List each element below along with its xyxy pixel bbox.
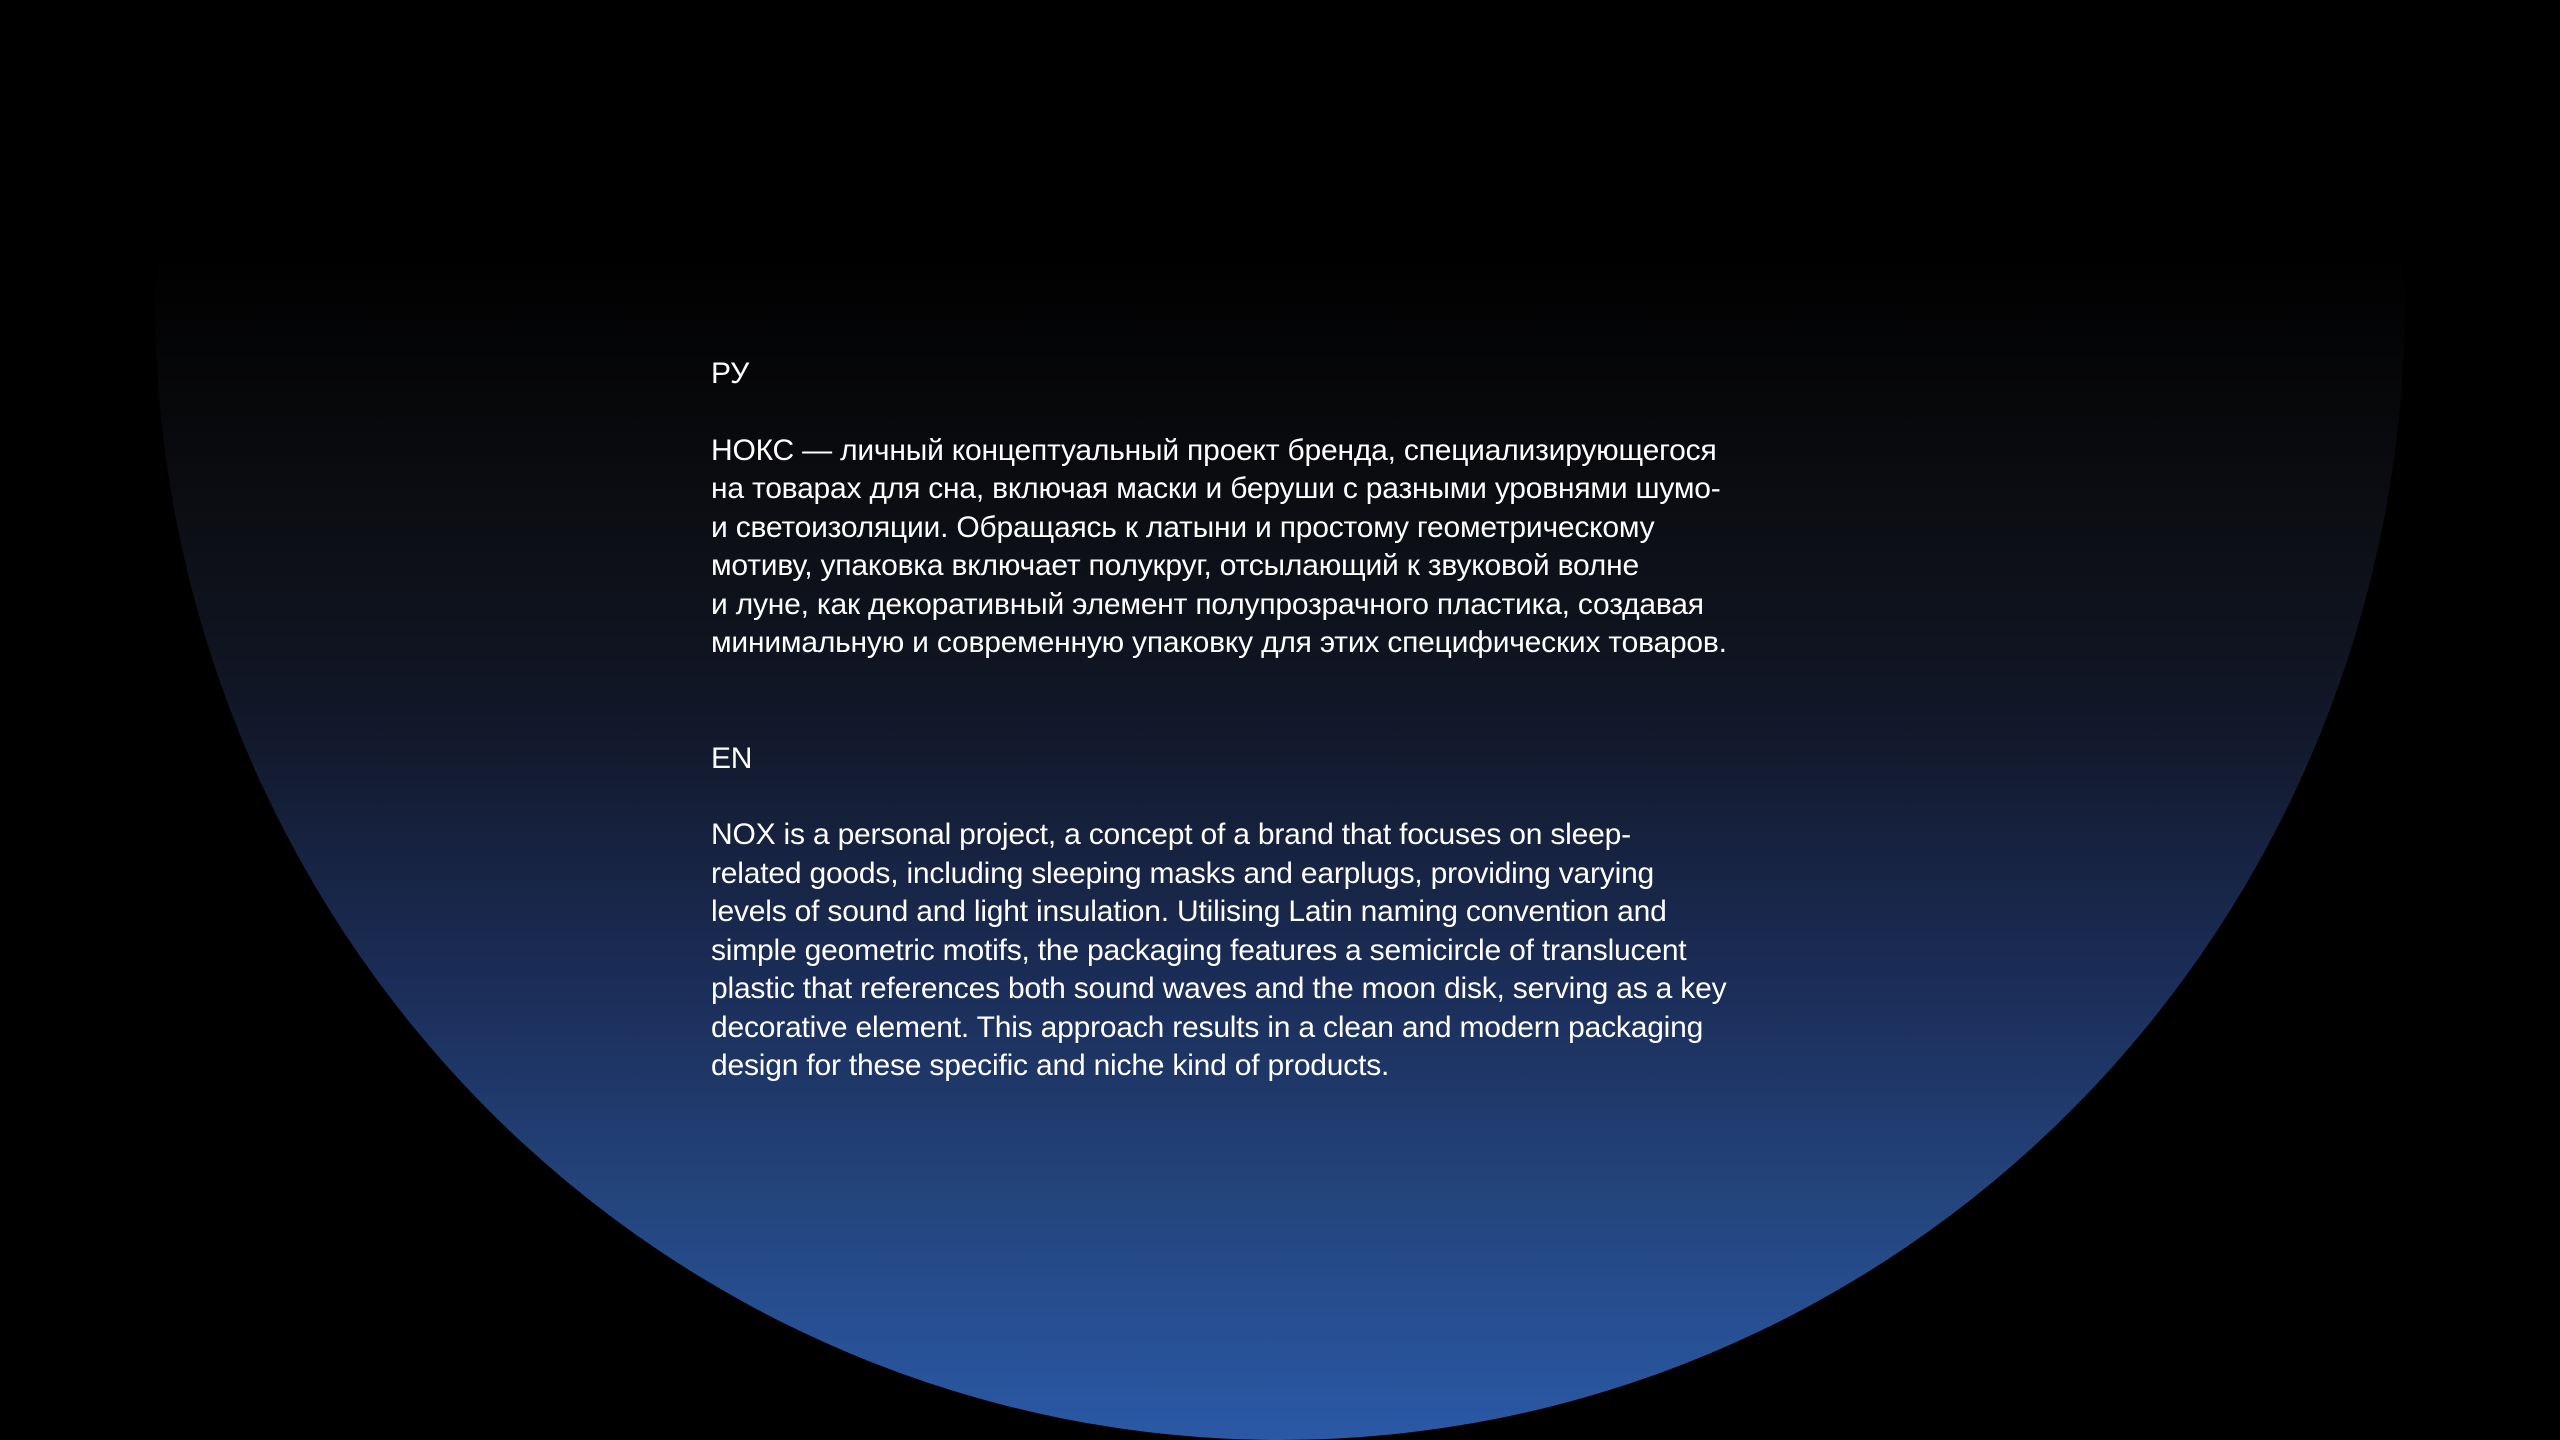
description-block [711,355,1871,1086]
ru-description-text: НОКС — личный концептуальный проект бренда, специализирующегося на товарах для сна, включая маски и беруши с разными уровнями шумо- и светоизоляции. Обращаясь к латыни и простому геометрическому мотиву, упаковка включает полукруг, отсылающий к звуковой волне и луне, как декоративный элемент полупрозрачного пластика, создавая минимальную и современную упаковку для этих специфических товаров. [711,433,1727,659]
ru-language-label: РУ [711,357,750,390]
en-description-text: NOX is a personal project, a concept of a brand that focuses on sleep- related goods, including sleeping masks and earplugs, providing varying levels of sound and light insulation. Utilising Latin naming convention and simple geometric motifs, the packaging features a semicircle of translucent plastic that references both sound waves and the moon disk, serving as a key decorative element. This approach results in a clean and modern packaging design for these specific and niche kind of products. [711,818,1727,1082]
en-language-label: EN [711,741,753,775]
